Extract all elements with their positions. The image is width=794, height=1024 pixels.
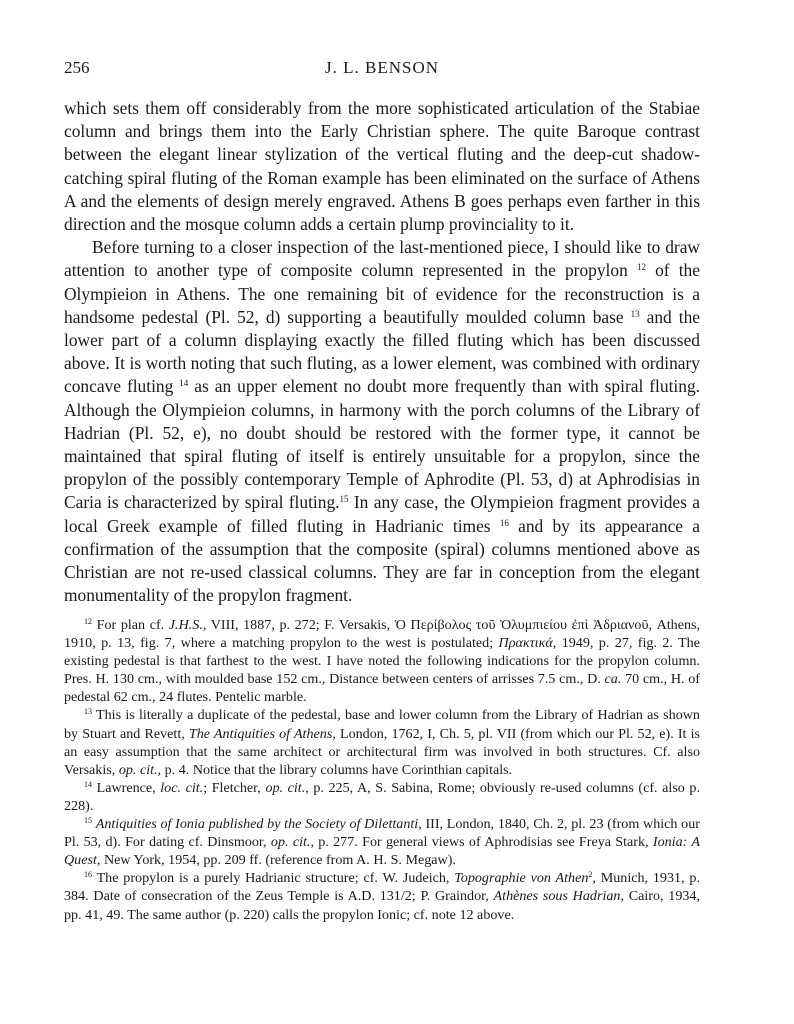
paragraph-2-text: and the lower part of a column displaying exactly the filled fluting which has been discussed above. It is worth noting that such fluting, as a lower element, was combined with ordinary concave fluting xyxy=(64,306,700,397)
footnote-text: Lawrence, xyxy=(96,779,156,796)
footnote-text: , Athens, 1910, p. 13, fig. 7, where a matching propylon to the west is postulated; xyxy=(64,617,701,652)
paragraph-2 xyxy=(64,236,700,607)
footnote-abbrev: op. cit. xyxy=(265,779,306,796)
paragraph-2-text: Before turning to a closer inspection of the last-mentioned piece, I should like to draw attention to another type of composite column represented in the propylon xyxy=(64,237,700,281)
footnote-ref-13: 13 xyxy=(630,308,640,319)
main-text xyxy=(64,97,700,607)
paragraph-1: which sets them off considerably from the more sophisticated articulation of the Stabiae column and brings them into the Early Christian sphere. The quite Baroque contrast between the elegant linear stylization of the vertical fluting and the deep-cut shadow-catching spiral fluting of the Roman example has been eliminated on the surface of Athens A and the elements of design merely engraved. Athens B goes perhaps even farther in this direction and the mosque column adds a certain plump provinciality to it. xyxy=(64,98,700,235)
footnote-text: , p. 4. Notice that the library columns have Corinthian capitals. xyxy=(157,761,513,778)
page-number: 256 xyxy=(64,58,90,77)
footnote-text: , p. 225, A, S. Sabina, Rome; obviously re-used columns (cf. also p. 228). xyxy=(64,779,700,814)
footnote-text: , 1949, p. 27, fig. 2. The existing pedestal is that farthest to the west. I have noted the following indications for the propylon column. Pres. H. 130 cm., with moulded base 152 cm., Distance between centers of arrisses 7.5 cm., D. xyxy=(64,635,700,688)
footnote-book-title: Topographie von Athen xyxy=(454,870,589,887)
footnote-text: , Munich, 1931, p. 384. Date of consecration of the Zeus Temple is A.D. 131/2; P. Graindor, xyxy=(64,870,700,905)
footnote-abbrev: op. cit. xyxy=(118,761,158,778)
footnote-number: 12 xyxy=(84,617,92,626)
footnote-book-title: Ionia: A Quest xyxy=(64,834,700,869)
footnote-book-title: Athènes sous Hadrian xyxy=(493,888,621,905)
paragraph-2-text: and by its appearance a confirmation of the assumption that the composite (spiral) columns mentioned above as Christian are not re-used classical columns. They are far in conception from the elegant monumentality of the propylon fragment. xyxy=(64,515,700,606)
footnote-text: , VIII, 1887, p. 272; F. Versakis, xyxy=(202,617,391,633)
footnote-ref-14: 14 xyxy=(179,378,189,389)
footnote-ref-16: 16 xyxy=(499,517,509,528)
footnote-text: , p. 277. For general views of Aphrodisias see Freya Stark, xyxy=(310,834,649,851)
footnote-12 xyxy=(64,616,700,706)
footnote-text: 70 cm., H. of pedestal 62 cm., 24 flutes. Pentelic marble. xyxy=(64,671,701,706)
footnote-ref-15: 15 xyxy=(339,494,349,505)
footnote-text: This is literally a duplicate of the pedestal, base and lower column from the Library of Hadrian as shown by Stuart and Revett, xyxy=(64,707,700,742)
running-header xyxy=(64,58,700,82)
running-head-author: J. L. BENSON xyxy=(324,58,439,77)
edition-superscript: 2 xyxy=(588,870,593,880)
footnote-text: , New York, 1954, pp. 209 ff. (reference from A. H. S. Megaw). xyxy=(96,852,456,869)
footnote-abbrev: op. cit. xyxy=(270,834,311,851)
footnote-greek-journal: Πρακτικά xyxy=(498,635,553,652)
paragraph-2-text: of the Olympieion in Athens. The one remaining bit of evidence for the reconstruction is a handsome pedestal (Pl. 52, d) supporting a beautifully moulded column base xyxy=(64,260,700,327)
footnote-15 xyxy=(64,815,700,869)
footnote-abbrev: ca. xyxy=(604,671,622,688)
footnote-text: , Cairo, 1934, pp. 41, 49. The same author (p. 220) calls the propylon Ionic; cf. note 12 above. xyxy=(64,888,700,923)
footnotes xyxy=(64,616,700,924)
footnote-14 xyxy=(64,779,700,815)
footnote-journal: J.H.S. xyxy=(168,617,203,633)
footnote-number: 14 xyxy=(84,779,92,789)
footnote-text: , London, 1762, I, Ch. 5, pl. VII (from which our Pl. 52, e). It is an easy assumption that the same architect or architectural firm was involved in both structures. Cf. also Versakis, xyxy=(64,725,700,778)
footnote-book-title: Antiquities of Ionia published by the Society of Dilettanti xyxy=(95,816,419,833)
footnote-text: For plan cf. xyxy=(96,617,165,633)
footnote-text: , III, London, 1840, Ch. 2, pl. 23 (from which our Pl. 53, d). For dating cf. Dinsmoor, xyxy=(64,816,700,851)
footnote-number: 13 xyxy=(84,707,92,717)
paragraph-2-text: as an upper element no doubt more frequently than with spiral fluting. Although the Olympieion columns, in harmony with the porch columns of the Library of Hadrian (Pl. 52, e), no doubt should be restored with the former type, it cannot be maintained that spiral fluting of itself is entirely unsuitable for a propylon, since the propylon of the possibly contemporary Temple of Aphrodite (Pl. 53, d) at Aphrodisias in Caria is characterized by spiral fluting. xyxy=(64,376,700,513)
footnote-text: The propylon is a purely Hadrianic structure; cf. W. Judeich, xyxy=(96,870,450,887)
footnote-13 xyxy=(64,706,700,778)
paragraph-2-text: In any case, the Olympieion fragment provides a local Greek example of filled fluting in Hadrianic times xyxy=(64,492,700,536)
footnote-greek-title: Ὁ Περίβολος τοῦ Ὀλυμπιείου ἐπὶ Ἀδριανοῦ xyxy=(394,617,649,633)
footnote-ref-12: 12 xyxy=(636,262,646,273)
footnote-number: 16 xyxy=(84,870,92,880)
footnote-number: 15 xyxy=(84,816,92,826)
footnote-16 xyxy=(64,869,700,923)
footnote-abbrev: loc. cit. xyxy=(160,779,204,796)
footnote-book-title: The Antiquities of Athens xyxy=(188,725,333,742)
footnote-text: ; Fletcher, xyxy=(203,779,261,796)
